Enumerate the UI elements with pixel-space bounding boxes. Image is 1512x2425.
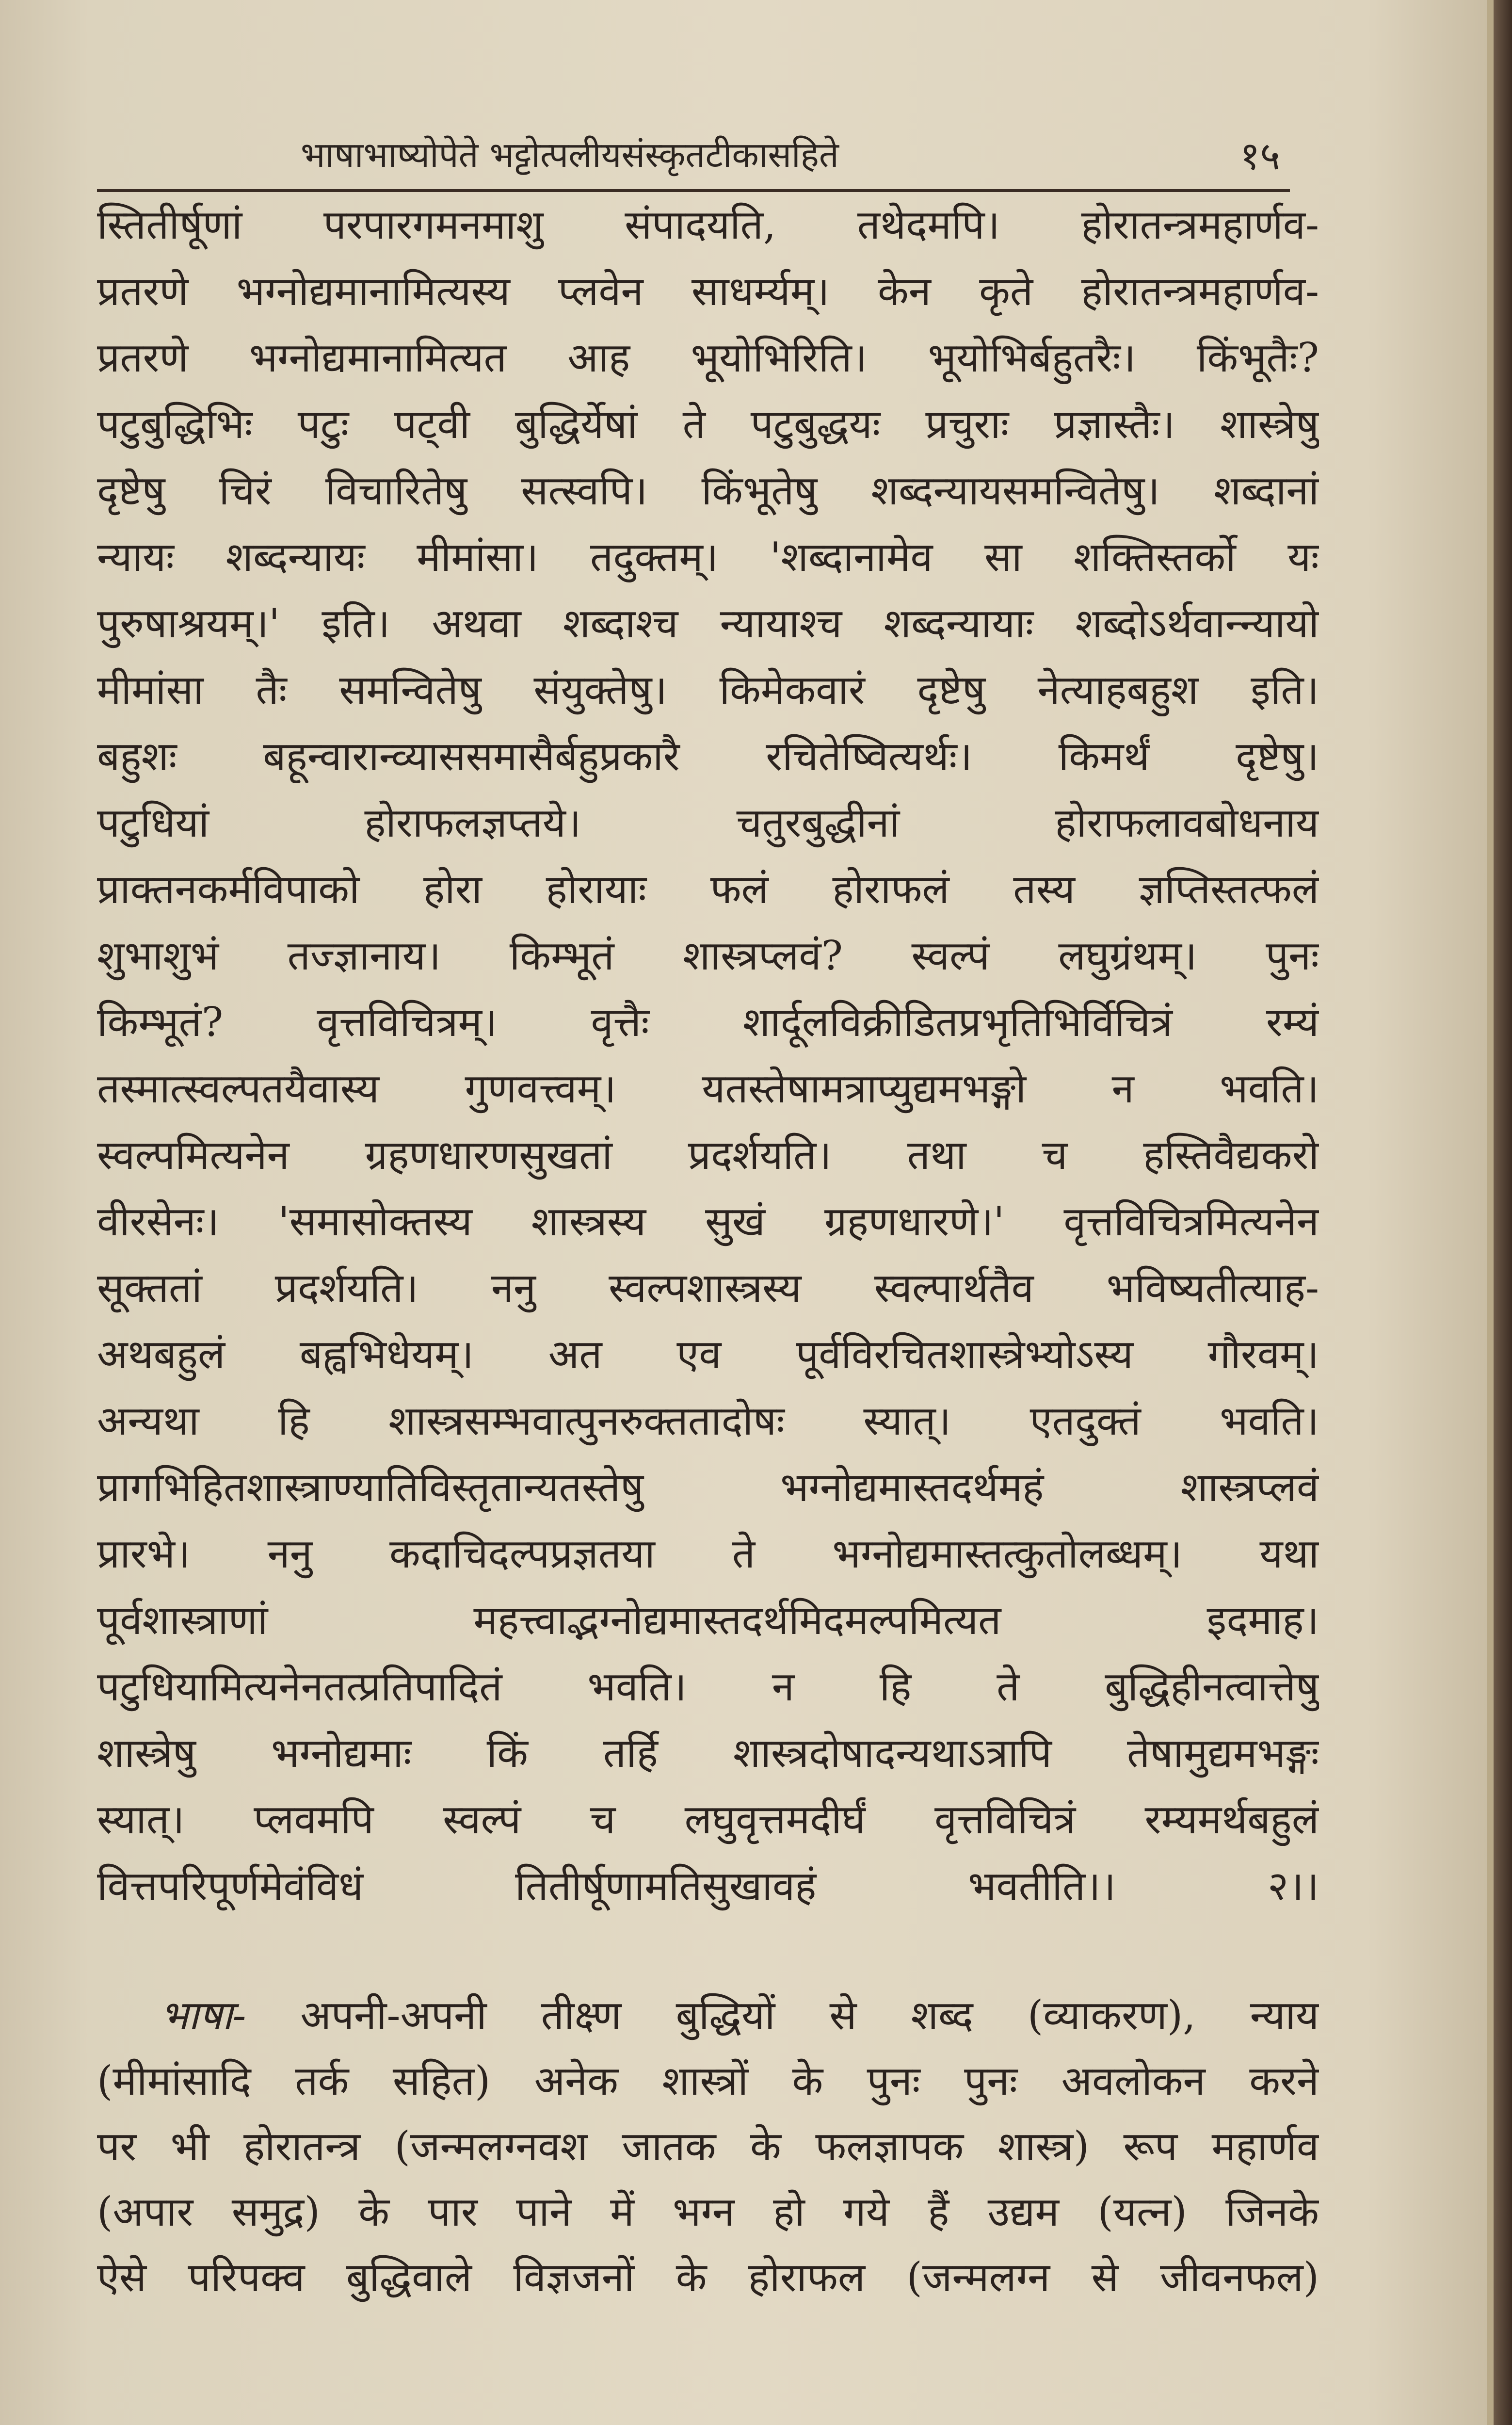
text-line: बहुशः बहून्वारान्व्याससमासैर्बहुप्रकारै रचितेष्वित्यर्थः। किमर्थं दृष्टेषु।: [97, 733, 1319, 780]
text-line: शास्त्रेषु भग्नोद्यमाः किं तर्हि शास्त्रदोषादन्यथाऽत्रापि तेषामुद्यमभङ्गः: [97, 1730, 1319, 1777]
sanskrit-commentary: [97, 199, 1319, 1945]
text-line: किम्भूतं? वृत्तविचित्रम्। वृत्तैः शार्दूलविक्रीडितप्रभृतिभिर्विचित्रं रम्यं: [97, 999, 1319, 1046]
text-line: न्यायः शब्दन्यायः मीमांसा। तदुक्तम्। 'शब्दानामेव सा शक्तिस्तर्को यः: [97, 534, 1319, 581]
text-line: प्रतरणे भग्नोद्यमानामित्यत आह भूयोभिरिति। भूयोभिर्बहुतरैः। किंभूतैः?: [97, 334, 1319, 381]
text-line: पटुधियां होराफलज्ञप्तये। चतुरबुद्धीनां होराफलावबोधनाय: [97, 799, 1319, 846]
book-edge: [1494, 0, 1512, 2425]
translation-text: अपनी-अपनी तीक्ष्ण बुद्धियों से शब्द (व्याकरण), न्याय: [300, 1992, 1319, 2039]
translation-line: (अपार समुद्र) के पार पाने में भग्न हो गये हैं उद्यम (यत्न) जिनके: [97, 2188, 1319, 2235]
text-line: स्तितीर्षूणां परपारगमनमाशु संपादयति, तथेदमपि। होरातन्त्रमहार्णव-: [97, 201, 1319, 248]
translation-line: (मीमांसादि तर्क सहित) अनेक शास्त्रों के पुनः पुनः अवलोकन करने: [97, 2057, 1319, 2104]
text-line: प्राक्तनकर्मविपाको होरा होरायाः फलं होराफलं तस्य ज्ञप्तिस्तत्फलं: [97, 866, 1319, 913]
text-line: स्यात्। प्लवमपि स्वल्पं च लघुवृत्तमदीर्घं वृत्तविचित्रं रम्यमर्थबहुलं: [97, 1796, 1319, 1843]
text-line: अथबहुलं बह्वभिधेयम्। अत एव पूर्वविरचितशास्त्रेभ्योऽस्य गौरवम्।: [97, 1331, 1319, 1378]
text-line: वित्तपरिपूर्णमेवंविधं तितीर्षूणामतिसुखावहं भवतीति।। २।।: [97, 1862, 1319, 1909]
text-line: शुभाशुभं तज्ज्ञानाय। किम्भूतं शास्त्रप्लवं? स्वल्पं लघुग्रंथम्। पुनः: [97, 932, 1319, 979]
text-line: पटुबुद्धिभिः पटुः पट्वी बुद्धिर्येषां ते पटुबुद्धयः प्रचुराः प्रज्ञास्तैः। शास्त्रेषु: [97, 401, 1319, 448]
page-number: १५: [1239, 133, 1280, 178]
text-line: वीरसेनः। 'समासोक्तस्य शास्त्रस्य सुखं ग्रहणधारणे।' वृत्तविचित्रमित्यनेन: [97, 1198, 1319, 1245]
text-line: प्रागभिहितशास्त्राण्यातिविस्तृतान्यतस्तेषु भग्नोद्यमास्तदर्थमहं शास्त्रप्लवं: [97, 1464, 1319, 1511]
text-line: स्वल्पमित्यनेन ग्रहणधारणसुखतां प्रदर्शयति। तथा च हस्तिवैद्यकरो: [97, 1132, 1319, 1179]
text-line: अन्यथा हि शास्त्रसम्भवात्पुनरुक्ततादोषः स्यात्। एतदुक्तं भवति।: [97, 1397, 1319, 1444]
translation-line: ऐसे परिपक्व बुद्धिवाले विज्ञजनों के होराफल (जन्मलग्न से जीवनफल): [97, 2254, 1319, 2301]
text-line: पूर्वशास्त्राणां महत्त्वाद्भग्नोद्यमास्तदर्थमिदमल्पमित्यत इदमाह।: [97, 1597, 1319, 1644]
text-line: मीमांसा तैः समन्वितेषु संयुक्तेषु। किमेकवारं दृष्टेषु नेत्याहबहुश इति।: [97, 666, 1319, 713]
translation-first-line: [97, 1988, 1319, 2043]
text-line: दृष्टेषु चिरं विचारितेषु सत्स्वपि। किंभूतेषु शब्दन्यायसमन्वितेषु। शब्दानां: [97, 467, 1319, 514]
bhasha-label: भाषा-: [160, 1992, 246, 2039]
text-line: तस्मात्स्वल्पतयैवास्य गुणवत्त्वम्। यतस्तेषामत्राप्युद्यमभङ्गो न भवति।: [97, 1065, 1319, 1112]
text-line: प्रतरणे भग्नोद्यमानामित्यस्य प्लवेन साधर्म्यम्। केन कृते होरातन्त्रमहार्णव-: [97, 268, 1319, 315]
text-line: पटुधियामित्यनेनतत्प्रतिपादितं भवति। न हि ते बुद्धिहीनत्वात्तेषु: [97, 1663, 1319, 1710]
hindi-translation: [97, 1988, 1319, 2425]
translation-line: पर भी होरातन्त्र (जन्मलग्नवश जातक के फलज्ञापक शास्त्र) रूप महार्णव: [97, 2123, 1319, 2170]
text-line: सूक्ततां प्रदर्शयति। ननु स्वल्पशास्त्रस्य स्वल्पार्थतैव भविष्यतीत्याह-: [97, 1264, 1319, 1311]
text-line: पुरुषाश्रयम्।' इति। अथवा शब्दाश्च न्यायाश्च शब्दन्यायाः शब्दोऽर्थवान्न्यायो: [97, 600, 1319, 647]
running-title: भाषाभाष्योपेते भट्टोत्पलीयसंस्कृतटीकासहिते: [301, 134, 839, 175]
running-header: [97, 121, 1290, 192]
text-line: प्रारभे। ननु कदाचिदल्पप्रज्ञतया ते भग्नोद्यमास्तत्कुतोलब्धम्। यथा: [97, 1530, 1319, 1577]
